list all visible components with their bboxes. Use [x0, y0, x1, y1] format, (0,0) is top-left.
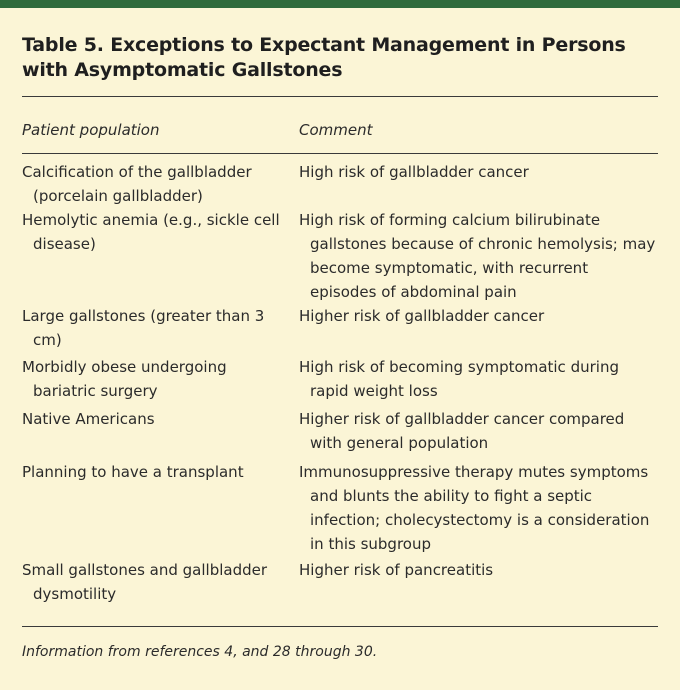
footer-divider: [22, 626, 658, 627]
table-row: [22, 160, 658, 208]
header-divider: [22, 153, 658, 154]
cell-comment: High risk of gallbladder cancer: [299, 163, 529, 181]
table-row: [22, 304, 658, 355]
cell-comment: High risk of becoming symptomatic during rapid weight loss: [299, 358, 619, 400]
cell-comment: Higher risk of pancreatitis: [299, 561, 494, 579]
table-row: [22, 407, 658, 460]
cell-comment: High risk of forming calcium bilirubinate gallstones because of chronic hemolysis; may become symptomatic, with recurrent episodes of abdominal pain: [299, 211, 656, 301]
header-comment: Comment: [299, 121, 373, 139]
cell-population: Morbidly obese undergoing bariatric surgery: [22, 358, 227, 400]
cell-population: Small gallstones and gallbladder dysmotility: [22, 561, 268, 603]
table-row: [22, 355, 658, 407]
cell-comment: Immunosuppressive therapy mutes symptoms and blunts the ability to fight a septic infection; cholecystectomy is a consideration in this subgroup: [299, 463, 650, 553]
cell-population: Planning to have a transplant: [22, 463, 244, 481]
table-row: [22, 558, 658, 606]
table-footnote: Information from references 4, and 28 through 30.: [22, 644, 378, 660]
cell-population: Native Americans: [22, 410, 155, 428]
cell-comment: Higher risk of gallbladder cancer: [299, 307, 545, 325]
cell-population: Calcification of the gallbladder (porcelain gallbladder): [22, 163, 252, 205]
table-header-row: [22, 119, 658, 141]
cell-comment: Higher risk of gallbladder cancer compared with general population: [299, 410, 625, 452]
table-title: Table 5. Exceptions to Expectant Management in Persons with Asymptomatic Gallstones: [22, 34, 626, 81]
cell-population: Hemolytic anemia (e.g., sickle cell disease): [22, 211, 280, 253]
cell-population: Large gallstones (greater than 3 cm): [22, 307, 265, 349]
title-divider: [22, 96, 658, 97]
table-row: [22, 460, 658, 558]
header-patient-population: Patient population: [22, 121, 160, 139]
top-accent-bar: [0, 0, 680, 8]
table-body: [22, 160, 658, 606]
table-row: [22, 208, 658, 304]
